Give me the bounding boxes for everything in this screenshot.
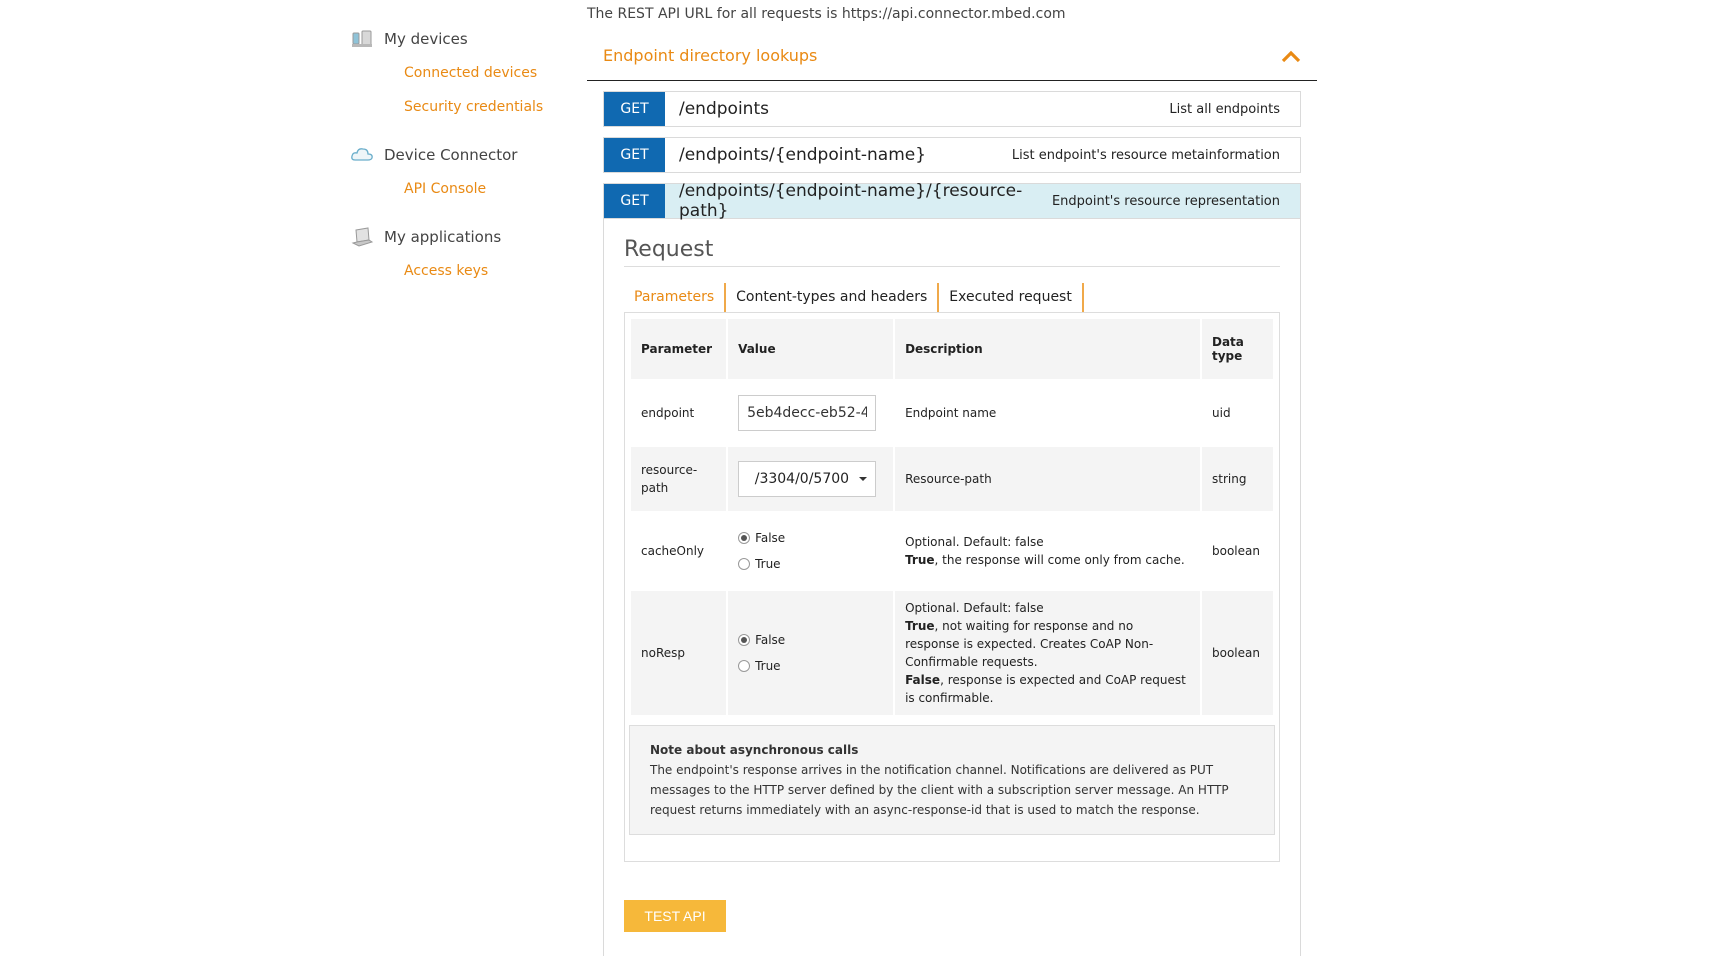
radio-option-false[interactable]: [738, 627, 883, 653]
sidebar-heading-label: My devices: [384, 30, 468, 48]
endpoint-path: /endpoints/{endpoint-name}: [679, 145, 927, 165]
api-url-text: The REST API URL for all requests is https://api.connector.mbed.com: [587, 6, 1066, 22]
column-header: Data type: [1202, 319, 1273, 379]
sidebar-link-security-credentials[interactable]: Security credentials: [404, 99, 544, 115]
test-api-button[interactable]: TEST API: [624, 900, 726, 932]
description-text: , response is expected and CoAP request is confirmable.: [905, 673, 1186, 705]
table-row: [631, 381, 1273, 445]
description-line: Optional. Default: false: [905, 601, 1044, 615]
endpoint-input[interactable]: [738, 395, 876, 431]
radio-button-checked[interactable]: [738, 532, 750, 544]
param-name: noResp: [631, 591, 726, 715]
sidebar-link-connected-devices[interactable]: Connected devices: [404, 65, 538, 81]
radio-button[interactable]: [738, 558, 750, 570]
cloud-icon: [350, 143, 374, 167]
param-name: cacheOnly: [641, 544, 705, 558]
method-badge: GET: [604, 138, 665, 172]
param-type: boolean: [1202, 591, 1273, 715]
table-row: [631, 513, 1273, 589]
section-title: Endpoint directory lookups: [603, 45, 818, 65]
param-value-cell: [728, 447, 893, 511]
chevron-up-icon[interactable]: [1281, 48, 1301, 62]
table-header-row: [631, 319, 1273, 379]
radio-option-false[interactable]: [738, 525, 883, 551]
endpoint-row[interactable]: [603, 91, 1301, 127]
endpoint-summary: Endpoint's resource representation: [1051, 193, 1280, 209]
devices-icon: [350, 27, 374, 51]
description-line: Optional. Default: false: [905, 535, 1044, 549]
description-text: , not waiting for response and no response is expected. Creates CoAP Non-Confirmable requests.: [905, 619, 1154, 669]
request-tabs: [624, 283, 1280, 313]
column-header: Value: [728, 319, 893, 379]
column-header: Description: [895, 319, 1200, 379]
param-value-cell: [728, 381, 893, 445]
sidebar-link-access-keys[interactable]: Access keys: [404, 263, 489, 279]
description-bold: True: [905, 619, 935, 633]
request-panel: [603, 219, 1301, 956]
tab-parameters[interactable]: Parameters: [624, 283, 726, 312]
param-name: endpoint: [641, 406, 695, 420]
parameters-table-wrap: [624, 313, 1280, 862]
description-bold: False: [905, 673, 941, 687]
radio-label: True: [755, 659, 781, 673]
param-type: boolean: [1212, 544, 1260, 558]
radio-button-checked[interactable]: [738, 634, 750, 646]
sidebar-group-device-connector: [350, 138, 580, 206]
laptop-icon: [350, 225, 374, 249]
param-description: Endpoint name: [905, 406, 997, 420]
endpoint-row[interactable]: [603, 137, 1301, 173]
radio-label: True: [755, 557, 781, 571]
async-note: [629, 725, 1275, 835]
sidebar-link-api-console[interactable]: API Console: [404, 181, 487, 197]
sidebar-group-my-devices: [350, 22, 580, 124]
param-description: [895, 591, 1200, 715]
caret-down-icon: [859, 477, 867, 481]
request-title: Request: [624, 237, 1280, 267]
note-body: The endpoint's response arrives in the notification channel. Notifications are delivered as PUT messages to the HTTP server defined by the client with a subscription server message. An HTTP request returns immediately with an async-response-id that is used to match the response.: [650, 763, 1229, 817]
table-row: [631, 591, 1273, 715]
radio-button[interactable]: [738, 660, 750, 672]
sidebar-heading-device-connector: [350, 138, 580, 172]
main-content: [587, 0, 1317, 956]
param-description: Resource-path: [895, 447, 1200, 511]
sidebar-heading-label: Device Connector: [384, 146, 518, 164]
param-type: string: [1202, 447, 1273, 511]
table-row: [631, 447, 1273, 511]
sidebar: [350, 22, 580, 302]
param-name: resource-path: [631, 447, 726, 511]
endpoint-summary: List all endpoints: [1169, 101, 1280, 117]
tab-content-types-and-headers[interactable]: Content-types and headers: [726, 283, 939, 312]
select-value: /3304/0/5700: [754, 471, 850, 487]
param-value-cell: [728, 513, 893, 589]
param-type: uid: [1212, 406, 1231, 420]
sidebar-group-my-applications: [350, 220, 580, 288]
note-title: Note about asynchronous calls: [650, 743, 859, 757]
spacer: [629, 835, 1275, 857]
description-text: , the response will come only from cache.: [934, 553, 1185, 567]
resource-path-select[interactable]: [738, 461, 876, 497]
sidebar-heading-my-applications: [350, 220, 580, 254]
radio-label: False: [755, 531, 786, 545]
section-endpoint-directory-lookups[interactable]: [587, 30, 1317, 81]
endpoint-path: /endpoints: [679, 99, 769, 119]
radio-option-true[interactable]: [738, 653, 883, 679]
tab-executed-request[interactable]: Executed request: [939, 283, 1084, 312]
column-header: Parameter: [631, 319, 726, 379]
endpoint-path: /endpoints/{endpoint-name}/{resource-path}: [679, 181, 1023, 221]
param-value-cell: [728, 591, 893, 715]
method-badge: GET: [604, 184, 665, 218]
sidebar-heading-my-devices: [350, 22, 580, 56]
endpoint-row-active[interactable]: [603, 183, 1301, 219]
description-bold: True: [905, 553, 935, 567]
radio-label: False: [755, 633, 786, 647]
method-badge: GET: [604, 92, 665, 126]
radio-option-true[interactable]: [738, 551, 883, 577]
endpoint-summary: List endpoint's resource metainformation: [1011, 147, 1280, 163]
param-description: [895, 513, 1200, 589]
parameters-table: [629, 317, 1275, 717]
sidebar-heading-label: My applications: [384, 228, 502, 246]
